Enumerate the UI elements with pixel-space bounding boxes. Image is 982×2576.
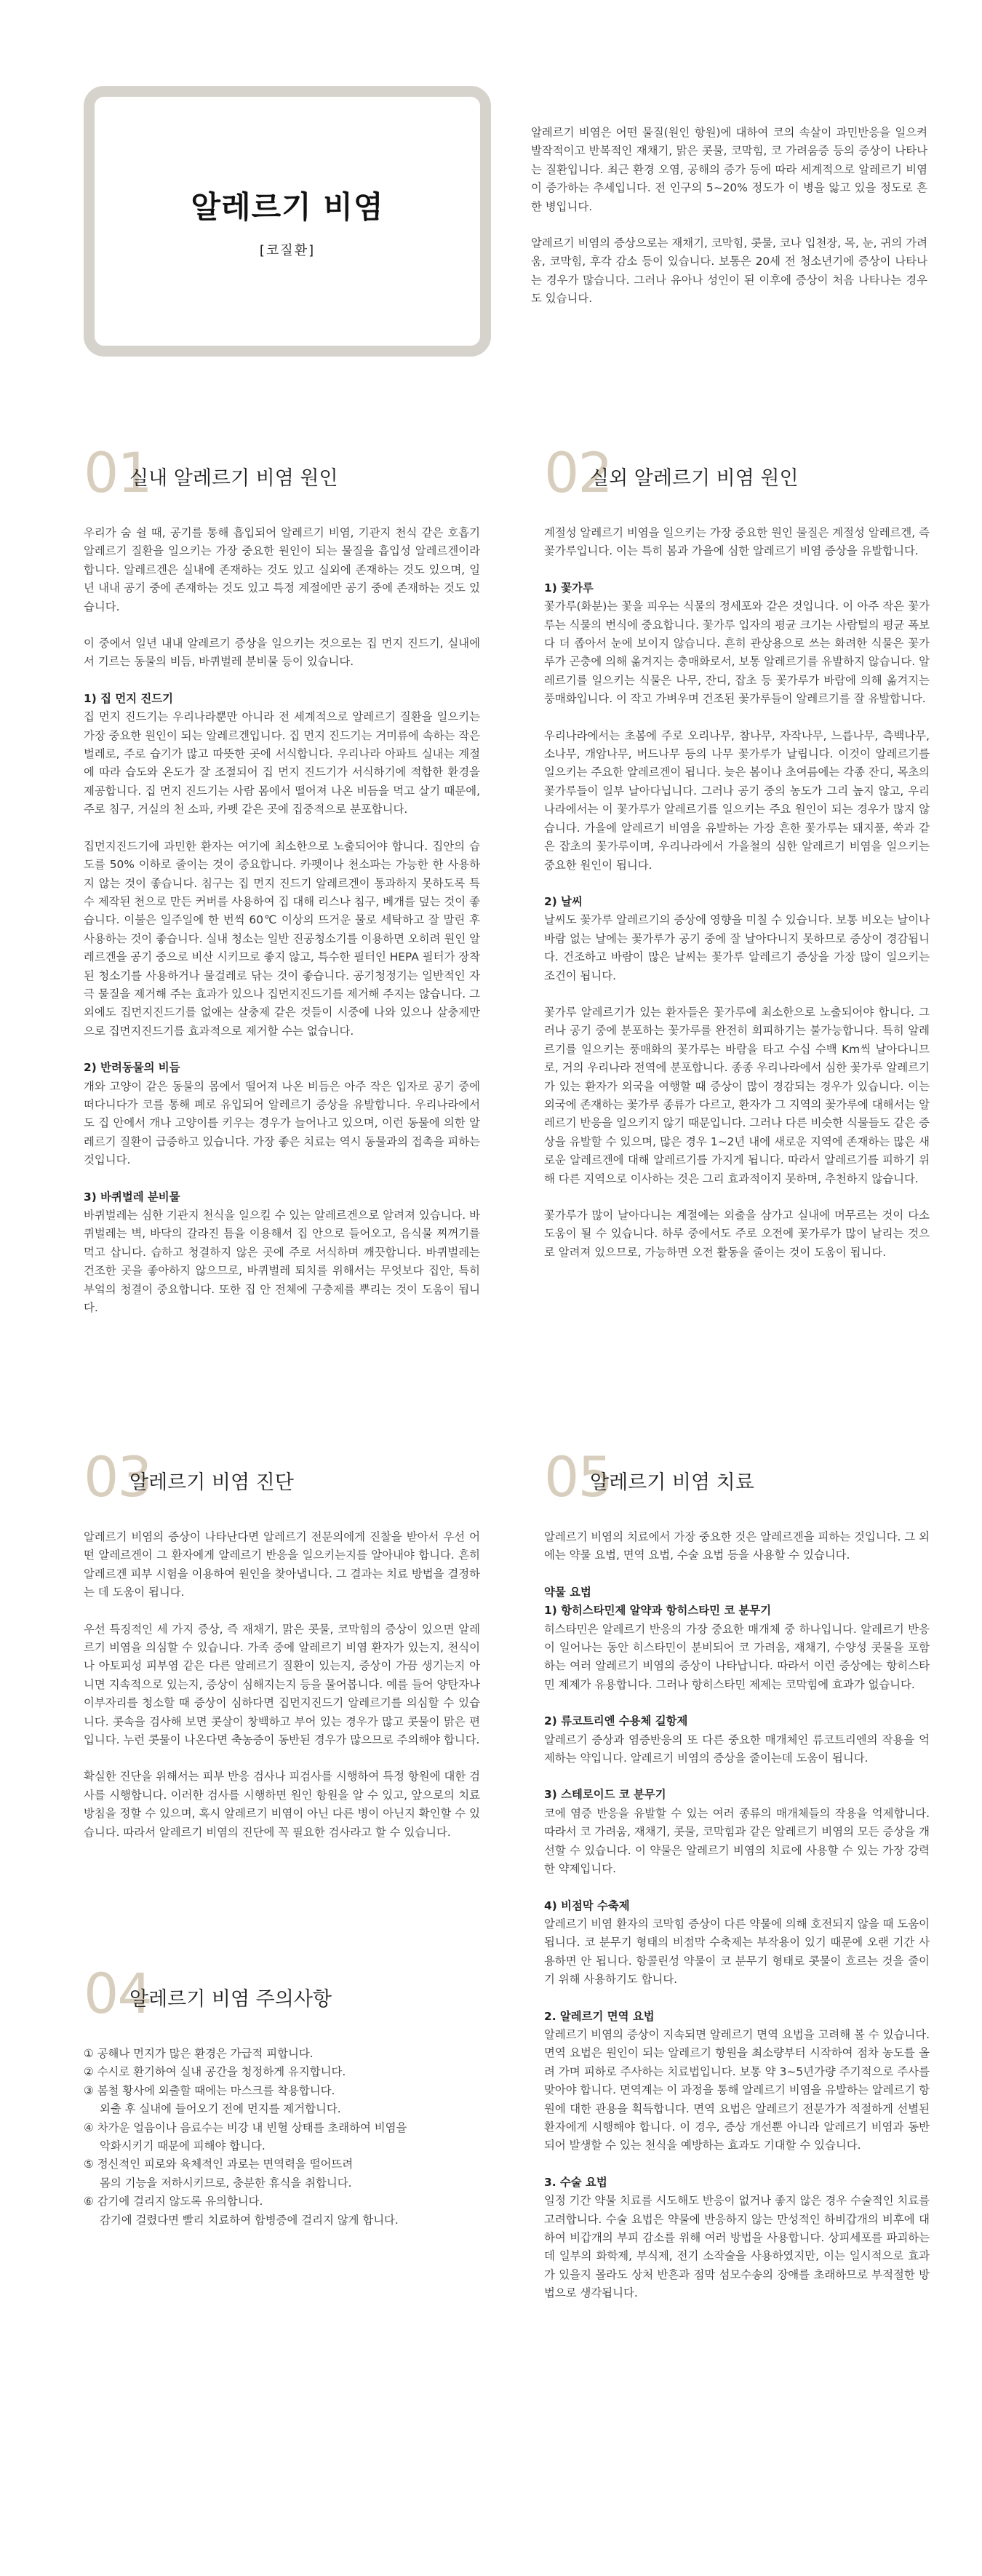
subheading: 3. 수술 요법	[544, 2175, 607, 2189]
section-header	[544, 440, 930, 505]
paragraph: 알레르기 증상과 염증반응의 또 다른 중요한 매개체인 류코트리엔의 작용을 억제하는 약입니다. 알레르기 비염의 증상을 줄이는데 도움이 됩니다.	[544, 1733, 930, 1765]
paragraph: 우리나라에서는 초봄에 주로 오리나무, 참나무, 자작나무, 느릅나무, 측백나무, 소나무, 개암나무, 버드나무 등의 나무 꽃가루가 날립니다. 이것이 알레르기를 일으키는 주요한 알레르겐이 됩니다. 늦은 봄이나 초여름에는 각종 잔디, 목초의 꽃가루들이 일부 날아다닙니다. 그러나 공기 중의 농도가 그리 높지 않고, 우리나라에서는 이 꽃가루가 알레르기를 일으키는 주요 원인이 되는 경우가 많지 않습니다. 가을에 알레르기 비염을 유발하는 가장 흔한 꽃가루는 돼지풀, 쑥과 같은 잡초의 꽃가루이며, 우리나라에서 가을철의 심한 알레르기 비염을 일으키는 중요한 원인이 됩니다.	[544, 728, 930, 872]
subheading: 1) 꽃가루	[544, 581, 594, 595]
list-item: ④ 차가운 얼음이나 음료수는 비강 내 빈혈 상태를 초래하여 비염을 악화시키기 때문에 피해야 합니다.	[84, 2120, 407, 2153]
section-number: 03	[84, 1444, 151, 1509]
paragraph: 꽃가루가 많이 날아다니는 계절에는 외출을 삼가고 실내에 머무르는 것이 다소 도움이 될 수 있습니다. 하루 중에서도 주로 오전에 꽃가루가 많이 날리는 것으로 알려져 있으므로, 가능하면 오전 활동을 줄이는 것이 도움이 됩니다.	[544, 1209, 930, 1259]
section-header	[544, 1444, 930, 1509]
paragraph: 우리가 숨 쉴 때, 공기를 통해 흡입되어 알레르기 비염, 기관지 천식 같은 호흡기 알레르기 질환을 일으키는 가장 중요한 원인이 되는 물질을 흡입성 알레르겐이라 합니다. 알레르겐은 실내에 존재하는 것도 있고 실외에 존재하는 것도 있으며, 일 년 내내 공기 중에 존재하는 것도 있고 특정 계절에만 공기 중에 존재하는 것도 있습니다.	[84, 526, 480, 613]
section-title: 실외 알레르기 비염 원인	[590, 467, 799, 490]
section-diagnosis	[84, 1444, 480, 1842]
section-header	[84, 1444, 480, 1509]
section-number: 04	[84, 1961, 151, 2026]
section-number: 02	[544, 440, 612, 505]
paragraph: 알레르기 비염 환자의 코막힘 증상이 다른 약물에 의해 호전되지 않을 때 도움이 됩니다. 코 분무기 형태의 비점막 수축제는 부작용이 있기 때문에 오랜 기간 사용하면 안 됩니다. 항콜린성 약물이 코 분무기 형태로 콧물이 흐르는 것을 줄이기 위해 사용하기도 합니다.	[544, 1917, 930, 1987]
list-item: ② 수시로 환기하여 실내 공간을 청정하게 유지합니다.	[84, 2065, 346, 2079]
section-header	[84, 440, 480, 505]
paragraph: 일정 기간 약물 치료를 시도해도 반응이 없거나 좋지 않은 경우 수술적인 치료를 고려합니다. 수술 요법은 약물에 반응하지 않는 만성적인 하비갑개의 비후에 대하여 비갑개의 부피 감소를 위해 여러 방법을 사용합니다. 상피세포를 파괴하는 데 일부의 화학제, 부식제, 전기 소작술을 사용하였지만, 이는 일시적으로 효과가 있을지 몰라도 상처 반흔과 점막 섬모수송의 장애를 초래하므로 부적절한 방법으로 생각됩니다.	[544, 2194, 930, 2300]
section-title: 알레르기 비염 치료	[590, 1471, 754, 1494]
subheading: 2) 날씨	[544, 894, 583, 908]
section-title: 알레르기 비염 진단	[129, 1471, 294, 1494]
section-title: 실내 알레르기 비염 원인	[129, 467, 338, 490]
paragraph: 바퀴벌레는 심한 기관지 천식을 일으킬 수 있는 알레르겐으로 알려져 있습니다. 바퀴벌레는 벽, 바닥의 갈라진 틈을 이용해서 집 안으로 들어오고, 음식물 찌꺼기를 먹고 삽니다. 습하고 청결하지 않은 곳에 주로 서식하며 깨끗합니다. 바퀴벌레는 건조한 곳을 좋아하지 않으므로, 바퀴벌레 퇴치를 위해서는 무엇보다 집안, 특히 부엌의 청결이 중요합니다. 또한 집 안 전체에 구충제를 뿌리는 것이 도움이 됩니다.	[84, 1209, 480, 1315]
section-header	[84, 1961, 480, 2026]
paragraph: 알레르기 비염의 치료에서 가장 중요한 것은 알레르겐을 피하는 것입니다. 그 외에는 약물 요법, 면역 요법, 수술 요법 등을 사용할 수 있습니다.	[544, 1530, 930, 1562]
page-subtitle: [코질환]	[259, 243, 316, 258]
paragraph: 집 먼지 진드기는 우리나라뿐만 아니라 전 세계적으로 알레르기 질환을 일으키는 가장 중요한 원인이 되는 알레르겐입니다. 집 먼지 진드기는 거미류에 속하는 작은 벌레로, 주로 습기가 많고 따뜻한 곳에 서식합니다. 우리나라 아파트 실내는 계절에 따라 습도와 온도가 잘 조절되어 집 먼지 진드기가 서식하기에 적합한 환경을 제공합니다. 집 먼지 진드기는 사람 몸에서 떨어져 나온 비듬을 먹고 살기 때문에, 주로 침구, 거실의 천 소파, 카펫 같은 곳에 집중적으로 분포합니다.	[84, 710, 480, 816]
intro-section	[531, 124, 927, 309]
intro-paragraph: 알레르기 비염의 증상으로는 재채기, 코막힘, 콧물, 코나 입천장, 목, 눈, 귀의 가려움, 코막힘, 후각 감소 등이 있습니다. 보통은 20세 전 청소년기에 증상이 나타나는 경우가 많습니다. 그러나 유아나 성인이 된 이후에 증상이 처음 나타나는 경우도 있습니다.	[531, 236, 927, 306]
section-number: 05	[544, 1444, 612, 1509]
list-item: ① 공해나 먼지가 많은 환경은 가급적 피합니다.	[84, 2047, 314, 2060]
subheading: 2) 반려동물의 비듬	[84, 1061, 180, 1075]
section-indoor-causes	[84, 440, 480, 1317]
paragraph: 우선 특징적인 세 가지 증상, 즉 재채기, 맑은 콧물, 코막힘의 증상이 있으면 알레르기 비염을 의심할 수 있습니다. 가족 중에 알레르기 비염 환자가 있는지, 천식이나 아토피성 피부염 같은 다른 알레르기 질환이 있는지, 증상이 가끔 생기는지 아니면 지속적으로 있는지, 증상이 심해지는지 등을 물어봅니다. 예를 들어 양탄자나 이부자리를 청소할 때 증상이 심하다면 집먼지진드기 알레르기를 의심할 수 있습니다. 콧속을 검사해 보면 콧살이 창백하고 부어 있는 경우가 많고 콧물이 맑은 편입니다. 누런 콧물이 나온다면 축농증이 동반된 경우가 많으므로 주의해야 합니다.	[84, 1622, 480, 1747]
title-card	[84, 86, 491, 357]
paragraph: 꽃가루(화분)는 꽃을 피우는 식물의 정세포와 같은 것입니다. 이 아주 작은 꽃가루는 식물의 번식에 중요합니다. 꽃가루 입자의 평균 크기는 사람털의 평균 폭보다 더 좁아서 눈에 보이지 않습니다. 흔히 관상용으로 쓰는 화려한 식물은 꽃가루가 곤충에 의해 옮겨지는 충매화로서, 보통 알레르기를 유발하지 않습니다. 알레르기를 일으키는 식물은 나무, 잔디, 잡초 등 꽃가루가 바람에 의해 옮겨지는 풍매화입니다. 이 작고 가벼우며 건조된 꽃가루들이 알레르기를 잘 유발합니다.	[544, 600, 930, 706]
subheading: 약물 요법	[544, 1585, 591, 1599]
paragraph: 집먼지진드기에 과민한 환자는 여기에 최소한으로 노출되어야 합니다. 집안의 습도를 50% 이하로 줄이는 것이 중요합니다. 카펫이나 천소파는 가능한 한 사용하지 않는 것이 좋습니다. 침구는 집 먼지 진드기 알레르겐이 통과하지 못하도록 특수 제작된 천으로 만든 커버를 사용하여 집 대해 리스나 침구, 베개를 덮는 것이 좋습니다. 이불은 일주일에 한 번씩 60℃ 이상의 뜨거운 물로 세탁하고 잘 말린 후 사용하는 것이 좋습니다. 실내 청소는 일반 진공청소기를 이용하면 오히려 원인 알레르겐을 공기 중으로 비산 시키므로 좋지 않고, 특수한 필터인 HEPA 필터가 장착된 청소기를 사용하거나 물걸레로 닦는 것이 좋습니다. 공기청정기는 일반적인 자극 물질을 제거해 주는 효과가 있으나 집먼지진드기를 제거해 주지는 않습니다. 그외에도 집먼지진드기를 없애는 살충제 같은 것들이 시중에 나와 있으나 살충제만으로 집먼지진드기를 효과적으로 제거할 수는 없습니다.	[84, 839, 480, 1038]
subheading: 4) 비점막 수축제	[544, 1899, 630, 1912]
section-number: 01	[84, 440, 151, 505]
section-outdoor-causes	[544, 440, 930, 1262]
list-item: ③ 봄철 황사에 외출할 때에는 마스크를 착용합니다. 외출 후 실내에 들어오기 전에 먼지를 제거합니다.	[84, 2083, 341, 2116]
subheading: 1) 항히스타민제 알약과 항히스타민 코 분무기	[544, 1604, 772, 1618]
section-title: 알레르기 비염 주의사항	[129, 1988, 332, 2011]
subheading: 1) 집 먼지 진드기	[84, 691, 174, 705]
paragraph: 날씨도 꽃가루 알레르기의 증상에 영향을 미칠 수 있습니다. 보통 비오는 날이나 바람 없는 날에는 꽃가루가 공기 중에 잘 날아다니지 못하므로 증상이 경감됩니다. 건조하고 바람이 많은 날씨는 꽃가루 알레르기 증상을 가장 많이 일으키는 조건이 됩니다.	[544, 913, 930, 982]
paragraph: 알레르기 비염의 증상이 나타난다면 알레르기 전문의에게 진찰을 받아서 우선 어떤 알레르겐이 그 환자에게 알레르기 반응을 일으키는지를 알아내야 합니다. 흔히 알레르겐 피부 시험을 이용하여 원인을 찾아냅니다. 그 결과는 치료 방법을 결정하는 데 도움이 됩니다.	[84, 1530, 480, 1599]
paragraph: 알레르기 비염의 증상이 지속되면 알레르기 면역 요법을 고려해 볼 수 있습니다. 면역 요법은 원인이 되는 알레르기 항원을 최소량부터 시작하여 점차 농도를 올려 가며 피하로 주사하는 치료법입니다. 보통 약 3~5년가량 주기적으로 주사를 맞아야 합니다. 면역계는 이 과정을 통해 알레르기 비염을 유발하는 알레르기 항원에 대한 관용을 획득합니다. 면역 요법은 알레르기 전문가가 적절하게 선별된 환자에게 시행해야 합니다. 이 경우, 증상 개선뿐 아니라 알레르기 비염과 동반되어 발생할 수 있는 천식을 예방하는 효과도 기대할 수 있습니다.	[544, 2027, 930, 2152]
subheading: 3) 스테로이드 코 분무기	[544, 1788, 666, 1802]
list-item: ⑤ 정신적인 피로와 육체적인 과로는 면역력을 떨어뜨려 몸의 기능을 저하시키므로, 충분한 휴식을 취합니다.	[84, 2158, 354, 2190]
subheading: 2) 류코트리엔 수용체 길항제	[544, 1714, 688, 1728]
intro-paragraph: 알레르기 비염은 어떤 물질(원인 항원)에 대하여 코의 속살이 과민반응을 일으켜 발작적이고 반복적인 재채기, 맑은 콧물, 코막힘, 코 가려움증 등의 증상이 나타나는 질환입니다. 최근 환경 오염, 공해의 증가 등에 따라 세계적으로 알레르기 비염이 증가하는 추세입니다. 전 인구의 5~20% 정도가 이 병을 앓고 있을 정도로 흔한 병입니다.	[531, 126, 927, 213]
list-item: ⑥ 감기에 걸리지 않도록 유의합니다. 감기에 걸렸다면 빨리 치료하여 합병증에 걸리지 않게 합니다.	[84, 2195, 399, 2227]
section-precautions	[84, 1961, 480, 2230]
section-treatment	[544, 1444, 930, 2303]
paragraph: 꽃가루 알레르기가 있는 환자들은 꽃가루에 최소한으로 노출되어야 합니다. 그러나 공기 중에 분포하는 꽃가루를 완전히 회피하기는 불가능합니다. 특히 알레르기를 일으키는 풍매화의 꽃가루는 바람을 타고 수십 수백 Km씩 날아다니므로, 거의 우리나라 전역에 분포합니다. 종종 우리나라에서 심한 꽃가루 알레르기가 있는 환자가 외국을 여행할 때 증상이 많이 경감되는 경우가 있습니다. 이는 외국에 존재하는 꽃가루 종류가 다르고, 환자가 그 지역의 꽃가루에 대해서는 알레르기 반응을 일으키지 않기 때문입니다. 그러나 다른 비슷한 식물들도 같은 증상을 유발할 수 있으며, 많은 경우 1~2년 내에 새로운 지역에 존재하는 많은 새로운 알레르겐에 대해 알레르기를 가지게 됩니다. 따라서 알레르기를 피하기 위해 다른 지역으로 이사하는 것은 그리 효과적이지 못하며, 추천하지 않습니다.	[544, 1005, 930, 1185]
paragraph: 히스타민은 알레르기 반응의 가장 중요한 매개체 중 하나입니다. 알레르기 반응이 일어나는 동안 히스타민이 분비되어 코 가려움, 재채기, 수양성 콧물을 포함하는 여러 알레르기 비염의 증상이 나타납니다. 따라서 이런 증상에는 항히스타민 제제가 유용합니다. 그러나 항히스타민 제제는 코막힘에 효과가 없습니다.	[544, 1622, 930, 1691]
paragraph: 개와 고양이 같은 동물의 몸에서 떨어져 나온 비듬은 아주 작은 입자로 공기 중에 떠다니다가 코를 통해 폐로 유입되어 알레르기 증상을 유발합니다. 우리나라에서도 집 안에서 개나 고양이를 키우는 경우가 늘어나고 있으며, 이런 동물에 의한 알레르기 질환이 급증하고 있습니다. 가장 좋은 치료는 역시 동물과의 접촉을 피하는 것입니다.	[84, 1079, 480, 1167]
paragraph: 계절성 알레르기 비염을 일으키는 가장 중요한 원인 물질은 계절성 알레르겐, 즉 꽃가루입니다. 이는 특히 봄과 가을에 심한 알레르기 비염 증상을 유발합니다.	[544, 526, 930, 558]
paragraph: 이 중에서 일년 내내 알레르기 증상을 일으키는 것으로는 집 먼지 진드기, 실내에서 기르는 동물의 비듬, 바퀴벌레 분비물 등이 있습니다.	[84, 637, 480, 669]
subheading: 3) 바퀴벌레 분비물	[84, 1190, 180, 1204]
subheading: 2. 알레르기 면역 요법	[544, 2009, 655, 2023]
page-title: 알레르기 비염	[191, 189, 384, 225]
precautions-list	[84, 2045, 480, 2230]
paragraph: 확실한 진단을 위해서는 피부 반응 검사나 피검사를 시행하여 특정 항원에 대한 검사를 시행합니다. 이러한 검사를 시행하면 원인 항원을 알 수 있고, 앞으로의 치료 방침을 정할 수 있으며, 혹시 알레르기 비염이 아닌 다른 병이 아닌지 확인할 수 있습니다. 따라서 알레르기 비염의 진단에 꼭 필요한 검사라고 할 수 있습니다.	[84, 1770, 480, 1839]
paragraph: 코에 염증 반응을 유발할 수 있는 여러 종류의 매개체들의 작용을 억제합니다. 따라서 코 가려움, 재채기, 콧물, 코막힘과 같은 알레르기 비염의 모든 증상을 개선할 수 있습니다. 이 약물은 알레르기 비염의 치료에 사용할 수 있는 가장 강력한 약제입니다.	[544, 1806, 930, 1876]
